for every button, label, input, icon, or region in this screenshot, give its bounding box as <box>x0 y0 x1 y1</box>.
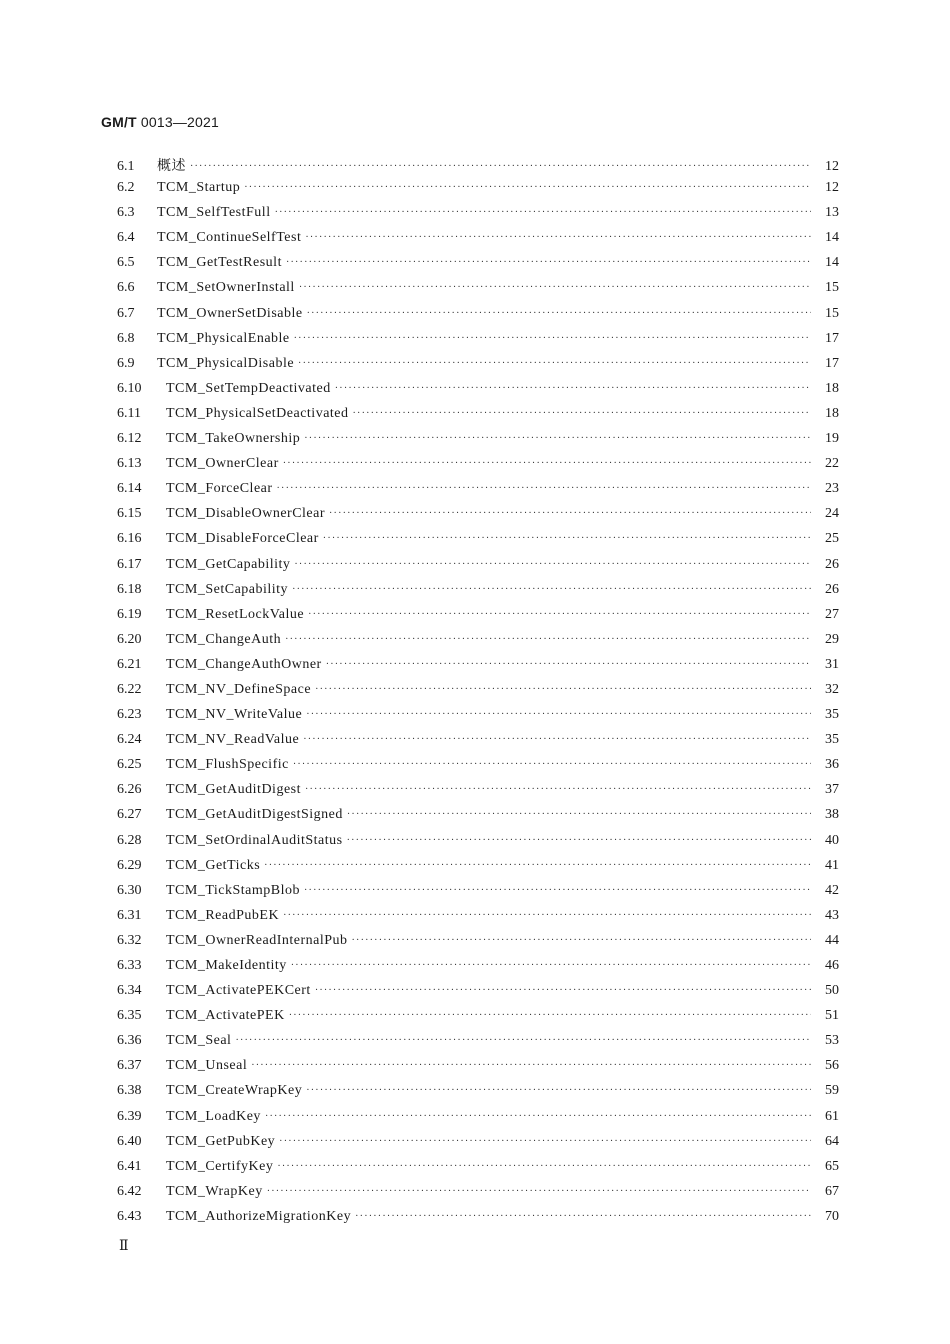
toc-entry[interactable] <box>117 180 839 205</box>
toc-entry[interactable] <box>117 607 839 632</box>
toc-entry-page: 19 <box>825 431 839 447</box>
toc-entry-number: 6.41 <box>117 1158 142 1174</box>
toc-dot-leader <box>291 960 811 971</box>
toc-entry-page: 17 <box>825 330 839 346</box>
toc-entry-title: TCM_WrapKey <box>166 1183 263 1199</box>
toc-entry[interactable] <box>117 456 839 481</box>
toc-dot-leader <box>265 1111 811 1122</box>
toc-entry-title: TCM_GetTestResult <box>157 255 282 271</box>
toc-entry-page: 43 <box>825 907 839 923</box>
toc-entry-page: 24 <box>825 506 839 522</box>
toc-dot-leader <box>244 182 811 193</box>
toc-entry-page: 25 <box>825 531 839 547</box>
toc-entry-number: 6.17 <box>117 556 142 572</box>
toc-dot-leader <box>293 759 811 770</box>
toc-entry[interactable] <box>117 958 839 983</box>
toc-entry-title: TCM_ForceClear <box>166 481 273 497</box>
toc-dot-leader <box>305 784 811 795</box>
toc-entry-title: TCM_TakeOwnership <box>166 431 301 447</box>
toc-dot-leader <box>347 809 811 820</box>
toc-entry[interactable] <box>117 531 839 556</box>
toc-dot-leader <box>235 1035 811 1046</box>
toc-entry[interactable] <box>117 381 839 406</box>
toc-entry-title: TCM_AuthorizeMigrationKey <box>166 1208 352 1224</box>
toc-entry-page: 67 <box>825 1183 839 1199</box>
toc-dot-leader <box>298 358 811 369</box>
standard-number: 0013—2021 <box>140 114 219 130</box>
toc-entry-page: 14 <box>825 255 839 271</box>
toc-dot-leader <box>283 910 811 921</box>
toc-entry-page: 42 <box>825 882 839 898</box>
toc-entry[interactable] <box>117 205 839 230</box>
toc-dot-leader <box>267 1186 811 1197</box>
toc-entry-page: 65 <box>825 1158 839 1174</box>
toc-entry[interactable] <box>117 632 839 657</box>
toc-entry-number: 6.18 <box>117 581 142 597</box>
toc-entry-title: TCM_GetAuditDigestSigned <box>166 807 343 823</box>
toc-entry-title: TCM_CreateWrapKey <box>166 1083 303 1099</box>
toc-entry-title: TCM_NV_ReadValue <box>166 732 300 748</box>
toc-entry-number: 6.21 <box>117 656 142 672</box>
toc-entry-page: 12 <box>825 180 839 196</box>
toc-entry-number: 6.5 <box>117 255 135 271</box>
toc-dot-leader <box>277 1161 811 1172</box>
toc-entry-title: TCM_SetCapability <box>166 581 289 597</box>
toc-dot-leader <box>304 885 811 896</box>
toc-dot-leader <box>315 684 811 695</box>
toc-dot-leader <box>304 433 811 444</box>
toc-entry-number: 6.36 <box>117 1033 142 1049</box>
toc-entry-page: 70 <box>825 1208 839 1224</box>
toc-entry[interactable] <box>117 230 839 255</box>
toc-entry-page: 15 <box>825 280 839 296</box>
toc-entry[interactable] <box>117 657 839 682</box>
toc-entry-title: TCM_OwnerReadInternalPub <box>166 932 348 948</box>
toc-entry-title: TCM_ContinueSelfTest <box>157 230 302 246</box>
toc-entry[interactable] <box>117 582 839 607</box>
toc-entry-page: 61 <box>825 1108 839 1124</box>
toc-entry-title: TCM_PhysicalEnable <box>157 330 290 346</box>
toc-entry-title: TCM_ResetLockValue <box>166 606 305 622</box>
toc-entry-page: 51 <box>825 1008 839 1024</box>
toc-entry-title: TCM_NV_DefineSpace <box>166 681 312 697</box>
toc-entry-page: 53 <box>825 1033 839 1049</box>
toc-entry-number: 6.38 <box>117 1083 142 1099</box>
toc-entry-title: TCM_OwnerSetDisable <box>157 305 303 321</box>
toc-entry-title: TCM_TickStampBlob <box>166 882 301 898</box>
toc-entry-title: TCM_SetOrdinalAuditStatus <box>166 832 343 848</box>
toc-entry-page: 35 <box>825 732 839 748</box>
toc-entry[interactable] <box>117 1159 839 1184</box>
toc-entry-number: 6.3 <box>117 205 135 221</box>
toc-entry[interactable] <box>117 883 839 908</box>
toc-entry-number: 6.33 <box>117 958 142 973</box>
standard-header <box>101 114 219 130</box>
toc-dot-leader <box>315 985 811 996</box>
toc-entry[interactable] <box>117 1109 839 1134</box>
toc-dot-leader <box>352 935 811 946</box>
toc-entry-number: 6.6 <box>117 280 135 296</box>
toc-entry-number: 6.43 <box>117 1208 142 1224</box>
toc-entry-title: TCM_OwnerClear <box>166 456 279 472</box>
toc-entry-title: TCM_GetPubKey <box>166 1133 276 1149</box>
toc-entry-number: 6.27 <box>117 807 142 823</box>
toc-entry-title: TCM_ActivatePEK <box>166 1008 285 1024</box>
toc-dot-leader <box>305 232 811 243</box>
toc-entry[interactable] <box>117 732 839 757</box>
toc-entry[interactable] <box>117 933 839 958</box>
toc-entry-number: 6.14 <box>117 481 142 497</box>
toc-entry-page: 14 <box>825 230 839 246</box>
toc-entry-number: 6.13 <box>117 456 142 472</box>
toc-dot-leader <box>283 458 811 469</box>
toc-entry[interactable] <box>117 155 839 180</box>
toc-dot-leader <box>285 634 811 645</box>
toc-entry-page: 44 <box>825 932 839 948</box>
toc-entry-title: TCM_ChangeAuthOwner <box>166 656 322 672</box>
toc-entry[interactable] <box>117 255 839 280</box>
toc-entry-number: 6.31 <box>117 907 142 923</box>
toc-entry-title: TCM_SelfTestFull <box>157 205 271 221</box>
toc-entry-title: TCM_GetTicks <box>166 857 261 873</box>
toc-entry-number: 6.40 <box>117 1133 142 1149</box>
toc-entry[interactable] <box>117 1058 839 1083</box>
toc-entry-page: 31 <box>825 656 839 672</box>
toc-entry-page: 41 <box>825 857 839 873</box>
toc-entry-title: TCM_Unseal <box>166 1058 248 1074</box>
toc-entry-number: 6.32 <box>117 932 142 948</box>
toc-entry-page: 50 <box>825 983 839 999</box>
toc-entry-page: 26 <box>825 581 839 597</box>
toc-entry[interactable] <box>117 1033 839 1058</box>
toc-dot-leader <box>306 709 811 720</box>
toc-entry[interactable] <box>117 557 839 582</box>
toc-entry-page: 22 <box>825 456 839 472</box>
toc-entry-number: 6.15 <box>117 506 142 522</box>
toc-entry-title: TCM_ActivatePEKCert <box>166 983 311 999</box>
toc-entry-title: TCM_MakeIdentity <box>166 958 287 973</box>
toc-entry-number: 6.34 <box>117 983 142 999</box>
toc-entry-number: 6.26 <box>117 782 142 798</box>
toc-entry-number: 6.39 <box>117 1108 142 1124</box>
toc-entry-title: TCM_Seal <box>166 1033 232 1049</box>
toc-entry-page: 23 <box>825 481 839 497</box>
toc-entry-page: 12 <box>825 159 839 174</box>
toc-entry[interactable] <box>117 1008 839 1033</box>
toc-dot-leader <box>306 1085 811 1096</box>
toc-entry-page: 32 <box>825 681 839 697</box>
toc-dot-leader <box>264 860 811 871</box>
toc-entry-title: TCM_Startup <box>157 180 241 196</box>
toc-entry-number: 6.12 <box>117 431 142 447</box>
toc-dot-leader <box>277 483 811 494</box>
page-number: Ⅱ <box>119 1239 129 1254</box>
toc-entry-page: 29 <box>825 631 839 647</box>
toc-entry-number: 6.1 <box>117 159 135 174</box>
toc-entry-page: 40 <box>825 832 839 848</box>
toc-entry[interactable] <box>117 481 839 506</box>
toc-entry-title: TCM_PhysicalDisable <box>157 355 295 371</box>
toc-entry-page: 26 <box>825 556 839 572</box>
toc-entry-number: 6.7 <box>117 305 135 321</box>
toc-entry-title: TCM_SetOwnerInstall <box>157 280 295 296</box>
toc-entry-page: 38 <box>825 807 839 823</box>
toc-entry[interactable] <box>117 331 839 356</box>
toc-entry-page: 59 <box>825 1083 839 1099</box>
toc-entry-number: 6.20 <box>117 631 142 647</box>
table-of-contents <box>117 155 839 1234</box>
toc-entry-page: 18 <box>825 405 839 421</box>
toc-dot-leader <box>355 1211 811 1222</box>
toc-entry-page: 17 <box>825 355 839 371</box>
toc-dot-leader <box>326 659 811 670</box>
toc-entry[interactable] <box>117 707 839 732</box>
toc-entry-page: 15 <box>825 305 839 321</box>
toc-dot-leader <box>299 282 811 293</box>
toc-entry-title: TCM_NV_WriteValue <box>166 707 303 723</box>
toc-entry[interactable] <box>117 1184 839 1209</box>
toc-dot-leader <box>294 559 811 570</box>
toc-entry[interactable] <box>117 506 839 531</box>
toc-dot-leader <box>307 308 811 319</box>
toc-entry-number: 6.24 <box>117 732 142 748</box>
toc-dot-leader <box>329 508 811 519</box>
toc-entry[interactable] <box>117 1209 839 1234</box>
toc-entry-number: 6.22 <box>117 681 142 697</box>
toc-entry-title: TCM_SetTempDeactivated <box>166 380 331 396</box>
toc-dot-leader <box>294 333 811 344</box>
toc-entry-number: 6.42 <box>117 1183 142 1199</box>
toc-entry-number: 6.37 <box>117 1058 142 1074</box>
toc-entry-number: 6.23 <box>117 707 142 723</box>
toc-entry-title: TCM_LoadKey <box>166 1108 261 1124</box>
toc-entry-number: 6.19 <box>117 606 142 622</box>
toc-entry-title: TCM_GetAuditDigest <box>166 782 301 798</box>
toc-entry-title: TCM_ChangeAuth <box>166 631 282 647</box>
toc-entry-number: 6.9 <box>117 355 135 371</box>
toc-entry[interactable] <box>117 858 839 883</box>
toc-dot-leader <box>275 207 811 218</box>
toc-dot-leader <box>323 533 811 544</box>
toc-entry-title: TCM_DisableOwnerClear <box>166 506 326 522</box>
toc-entry-page: 56 <box>825 1058 839 1074</box>
toc-entry-page: 27 <box>825 606 839 622</box>
toc-entry[interactable] <box>117 757 839 782</box>
toc-dot-leader <box>279 1136 811 1147</box>
toc-entry-title: TCM_GetCapability <box>166 556 291 572</box>
toc-entry-number: 6.30 <box>117 882 142 898</box>
toc-entry-number: 6.35 <box>117 1008 142 1024</box>
toc-entry[interactable] <box>117 1134 839 1159</box>
toc-entry-number: 6.28 <box>117 832 142 848</box>
standard-code: GM/T <box>101 114 137 130</box>
toc-entry-title: TCM_ReadPubEK <box>166 907 280 923</box>
toc-entry-page: 13 <box>825 205 839 221</box>
toc-entry-page: 64 <box>825 1133 839 1149</box>
toc-dot-leader <box>353 408 811 419</box>
toc-dot-leader <box>335 383 811 394</box>
toc-entry-page: 35 <box>825 707 839 723</box>
toc-entry-number: 6.4 <box>117 230 135 246</box>
toc-dot-leader <box>347 835 811 846</box>
toc-entry-number: 6.10 <box>117 380 142 396</box>
toc-entry[interactable] <box>117 682 839 707</box>
toc-entry[interactable] <box>117 306 839 331</box>
toc-dot-leader <box>292 584 811 595</box>
toc-entry-title: TCM_FlushSpecific <box>166 757 289 773</box>
toc-dot-leader <box>308 609 811 620</box>
toc-entry[interactable] <box>117 431 839 456</box>
toc-entry-title: TCM_CertifyKey <box>166 1158 274 1174</box>
toc-entry-title: TCM_DisableForceClear <box>166 531 319 547</box>
toc-entry-page: 37 <box>825 782 839 798</box>
toc-entry-number: 6.8 <box>117 330 135 346</box>
toc-dot-leader <box>190 161 811 172</box>
toc-entry-page: 46 <box>825 958 839 973</box>
toc-entry-title: 概述 <box>157 159 186 174</box>
toc-entry[interactable] <box>117 833 839 858</box>
toc-entry-page: 36 <box>825 757 839 773</box>
toc-entry-number: 6.2 <box>117 180 135 196</box>
toc-entry-page: 18 <box>825 380 839 396</box>
toc-entry[interactable] <box>117 983 839 1008</box>
toc-entry[interactable] <box>117 782 839 807</box>
toc-dot-leader <box>251 1060 811 1071</box>
toc-entry[interactable] <box>117 908 839 933</box>
toc-entry-number: 6.25 <box>117 757 142 773</box>
toc-dot-leader <box>303 734 811 745</box>
toc-entry[interactable] <box>117 807 839 832</box>
toc-entry[interactable] <box>117 1083 839 1108</box>
toc-entry-number: 6.16 <box>117 531 142 547</box>
toc-entry[interactable] <box>117 280 839 305</box>
toc-dot-leader <box>286 257 811 268</box>
toc-dot-leader <box>289 1010 811 1021</box>
toc-entry-number: 6.29 <box>117 857 142 873</box>
toc-entry-number: 6.11 <box>117 405 141 421</box>
toc-entry-title: TCM_PhysicalSetDeactivated <box>166 405 349 421</box>
toc-entry[interactable] <box>117 406 839 431</box>
toc-entry[interactable] <box>117 356 839 381</box>
